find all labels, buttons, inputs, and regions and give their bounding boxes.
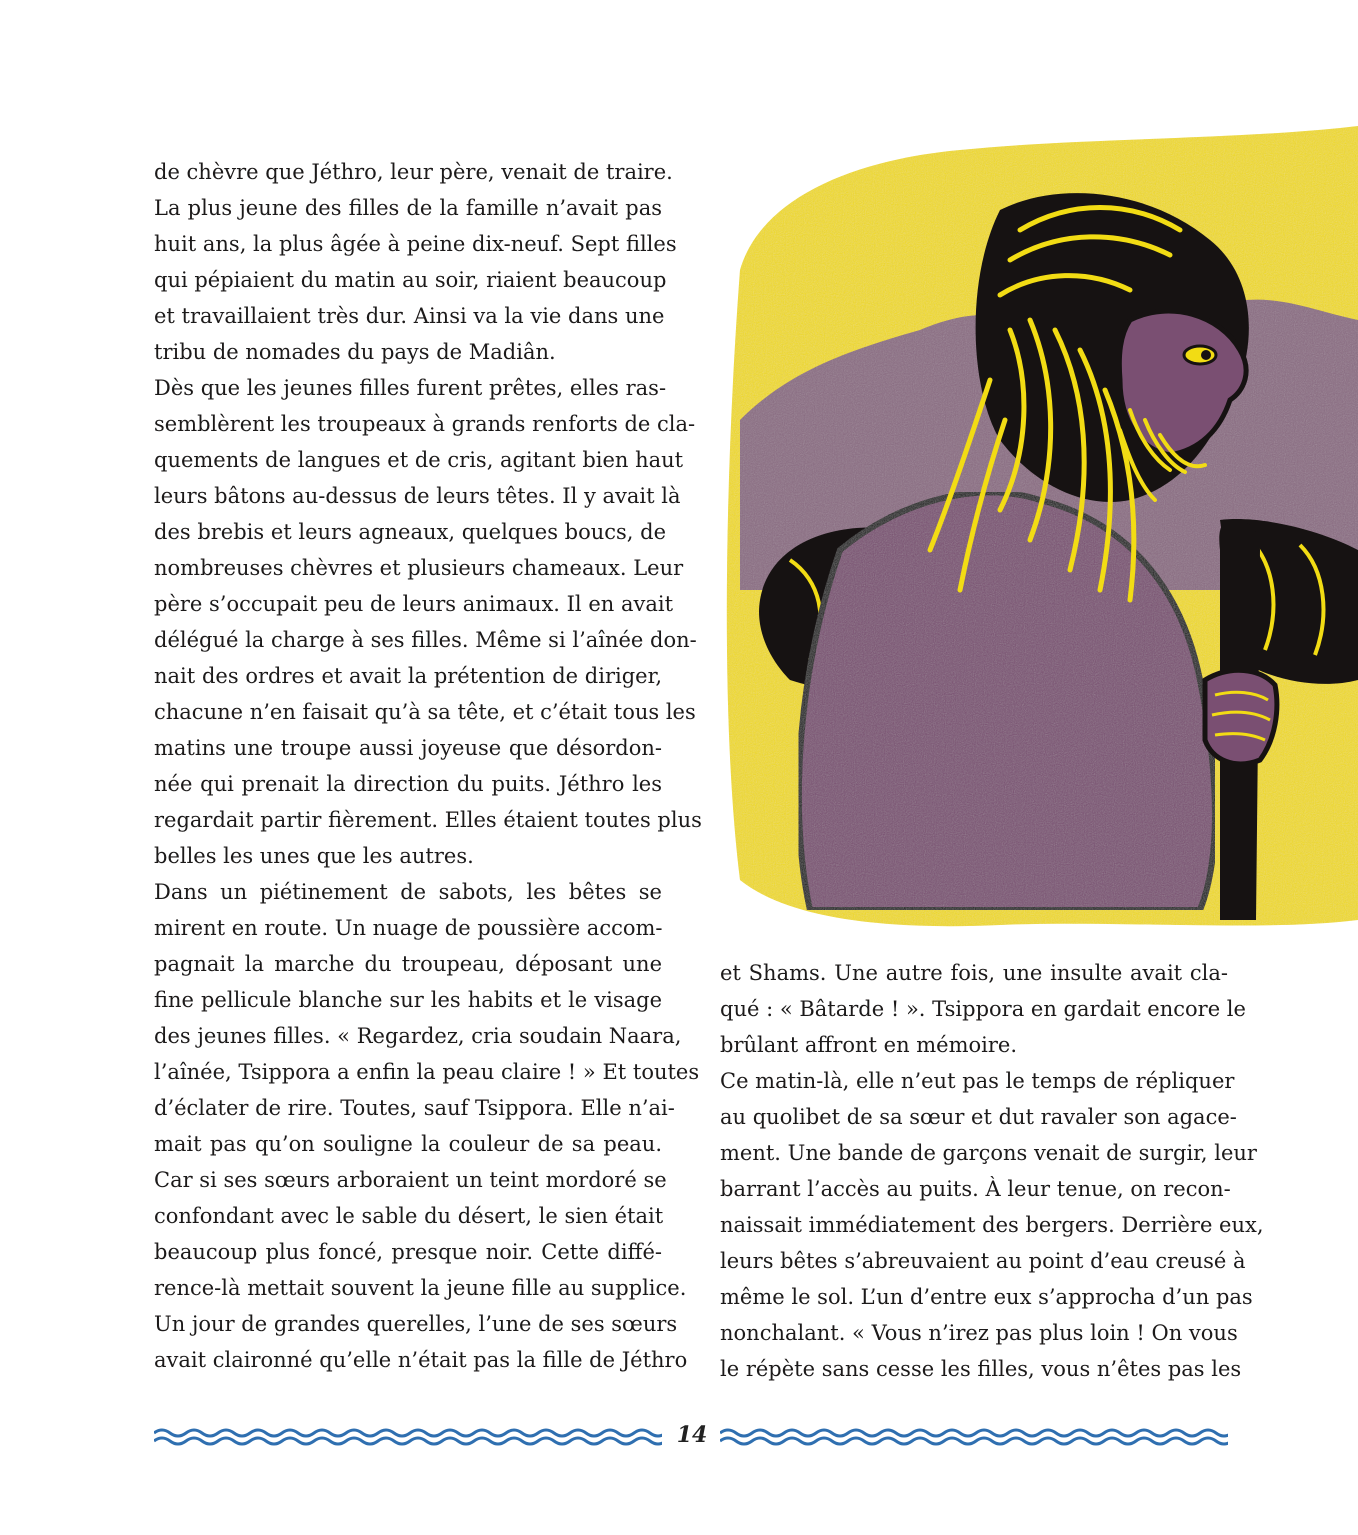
text-line: l’aînée, Tsippora a enfin la peau claire ! » Et toutes	[154, 1060, 700, 1084]
text-line: mirent en route. Un nuage de poussière accom-	[154, 916, 663, 940]
text-line: née qui prenait la direction du puits. Jéthro les	[154, 772, 662, 796]
text-line: matins une troupe aussi joyeuse que désordon-	[154, 736, 662, 760]
text-line: nombreuses chèvres et plusieurs chameaux. Leur	[154, 556, 684, 580]
text-line: qué : « Bâtarde ! ». Tsippora en gardait encore le	[720, 997, 1246, 1021]
text-line: et travaillaient très dur. Ainsi va la vie dans une	[154, 304, 665, 328]
text-line: barrant l’accès au puits. À leur tenue, on recon-	[720, 1177, 1231, 1201]
text-line: mait pas qu’on souligne la couleur de sa peau.	[154, 1132, 662, 1156]
wave-ornament-left-icon	[154, 1427, 662, 1447]
text-line: confondant avec le sable du désert, le sien était	[154, 1204, 664, 1228]
text-line: beaucoup plus foncé, presque noir. Cette diffé-	[154, 1240, 662, 1264]
text-line: des brebis et leurs agneaux, quelques boucs, de	[154, 520, 667, 544]
text-line: huit ans, la plus âgée à peine dix-neuf. Sept filles	[154, 232, 677, 256]
text-line: avait claironné qu’elle n’était pas la fille de Jéthro	[154, 1348, 688, 1372]
text-line: quements de langues et de cris, agitant bien haut	[154, 448, 684, 472]
text-line: chacune n’en faisait qu’à sa tête, et c’était tous les	[154, 700, 696, 724]
text-line: brûlant affront en mémoire.	[720, 1033, 1018, 1057]
text-line: de chèvre que Jéthro, leur père, venait de traire.	[154, 160, 673, 184]
text-line: des jeunes filles. « Regardez, cria soudain Naara,	[154, 1024, 682, 1048]
text-line: délégué la charge à ses filles. Même si l’aînée don-	[154, 628, 697, 652]
text-line: semblèrent les troupeaux à grands renforts de cla-	[154, 412, 696, 436]
text-line: pagnait la marche du troupeau, déposant une	[154, 952, 662, 976]
text-line: ment. Une bande de garçons venait de surgir, leur	[720, 1141, 1257, 1165]
text-line: nait des ordres et avait la prétention de diriger,	[154, 664, 662, 688]
text-line: fine pellicule blanche sur les habits et le visage	[154, 988, 662, 1012]
text-line: qui pépiaient du matin au soir, riaient beaucoup	[154, 268, 667, 292]
text-line: nonchalant. « Vous n’irez pas plus loin ! On vous	[720, 1321, 1238, 1345]
text-line: père s’occupait peu de leurs animaux. Il en avait	[154, 592, 674, 616]
text-line: Dans un piétinement de sabots, les bêtes se	[154, 880, 662, 904]
text-line: naissait immédiatement des bergers. Derrière eux,	[720, 1213, 1264, 1237]
shepherd-illustration	[700, 120, 1358, 950]
text-line: Un jour de grandes querelles, l’une de ses sœurs	[154, 1312, 678, 1336]
text-line: Ce matin-là, elle n’eut pas le temps de répliquer	[720, 1069, 1235, 1093]
text-line: La plus jeune des filles de la famille n’avait pas	[154, 196, 662, 220]
text-line: au quolibet de sa sœur et dut ravaler son agace-	[720, 1105, 1237, 1129]
wave-ornament-right-icon	[720, 1427, 1228, 1447]
page-number: 14	[676, 1422, 708, 1448]
text-line: d’éclater de rire. Toutes, sauf Tsippora. Elle n’ai-	[154, 1096, 675, 1120]
text-line: le répète sans cesse les filles, vous n’êtes pas les	[720, 1357, 1242, 1381]
text-line: rence-là mettait souvent la jeune fille au supplice.	[154, 1276, 687, 1300]
text-line: même le sol. L’un d’entre eux s’approcha d’un pas	[720, 1285, 1253, 1309]
text-line: regardait partir fièrement. Elles étaient toutes plus	[154, 808, 702, 832]
text-line: leurs bâtons au-dessus de leurs têtes. Il y avait là	[154, 484, 681, 508]
text-line: belles les unes que les autres.	[154, 844, 474, 868]
text-line: Car si ses sœurs arboraient un teint mordoré se	[154, 1168, 667, 1192]
text-line: leurs bêtes s’abreuvaient au point d’eau creusé à	[720, 1249, 1246, 1273]
text-line: tribu de nomades du pays de Madiân.	[154, 340, 556, 364]
text-line: Dès que les jeunes filles furent prêtes, elles ras-	[154, 376, 667, 400]
text-line: et Shams. Une autre fois, une insulte avait cla-	[720, 961, 1228, 985]
